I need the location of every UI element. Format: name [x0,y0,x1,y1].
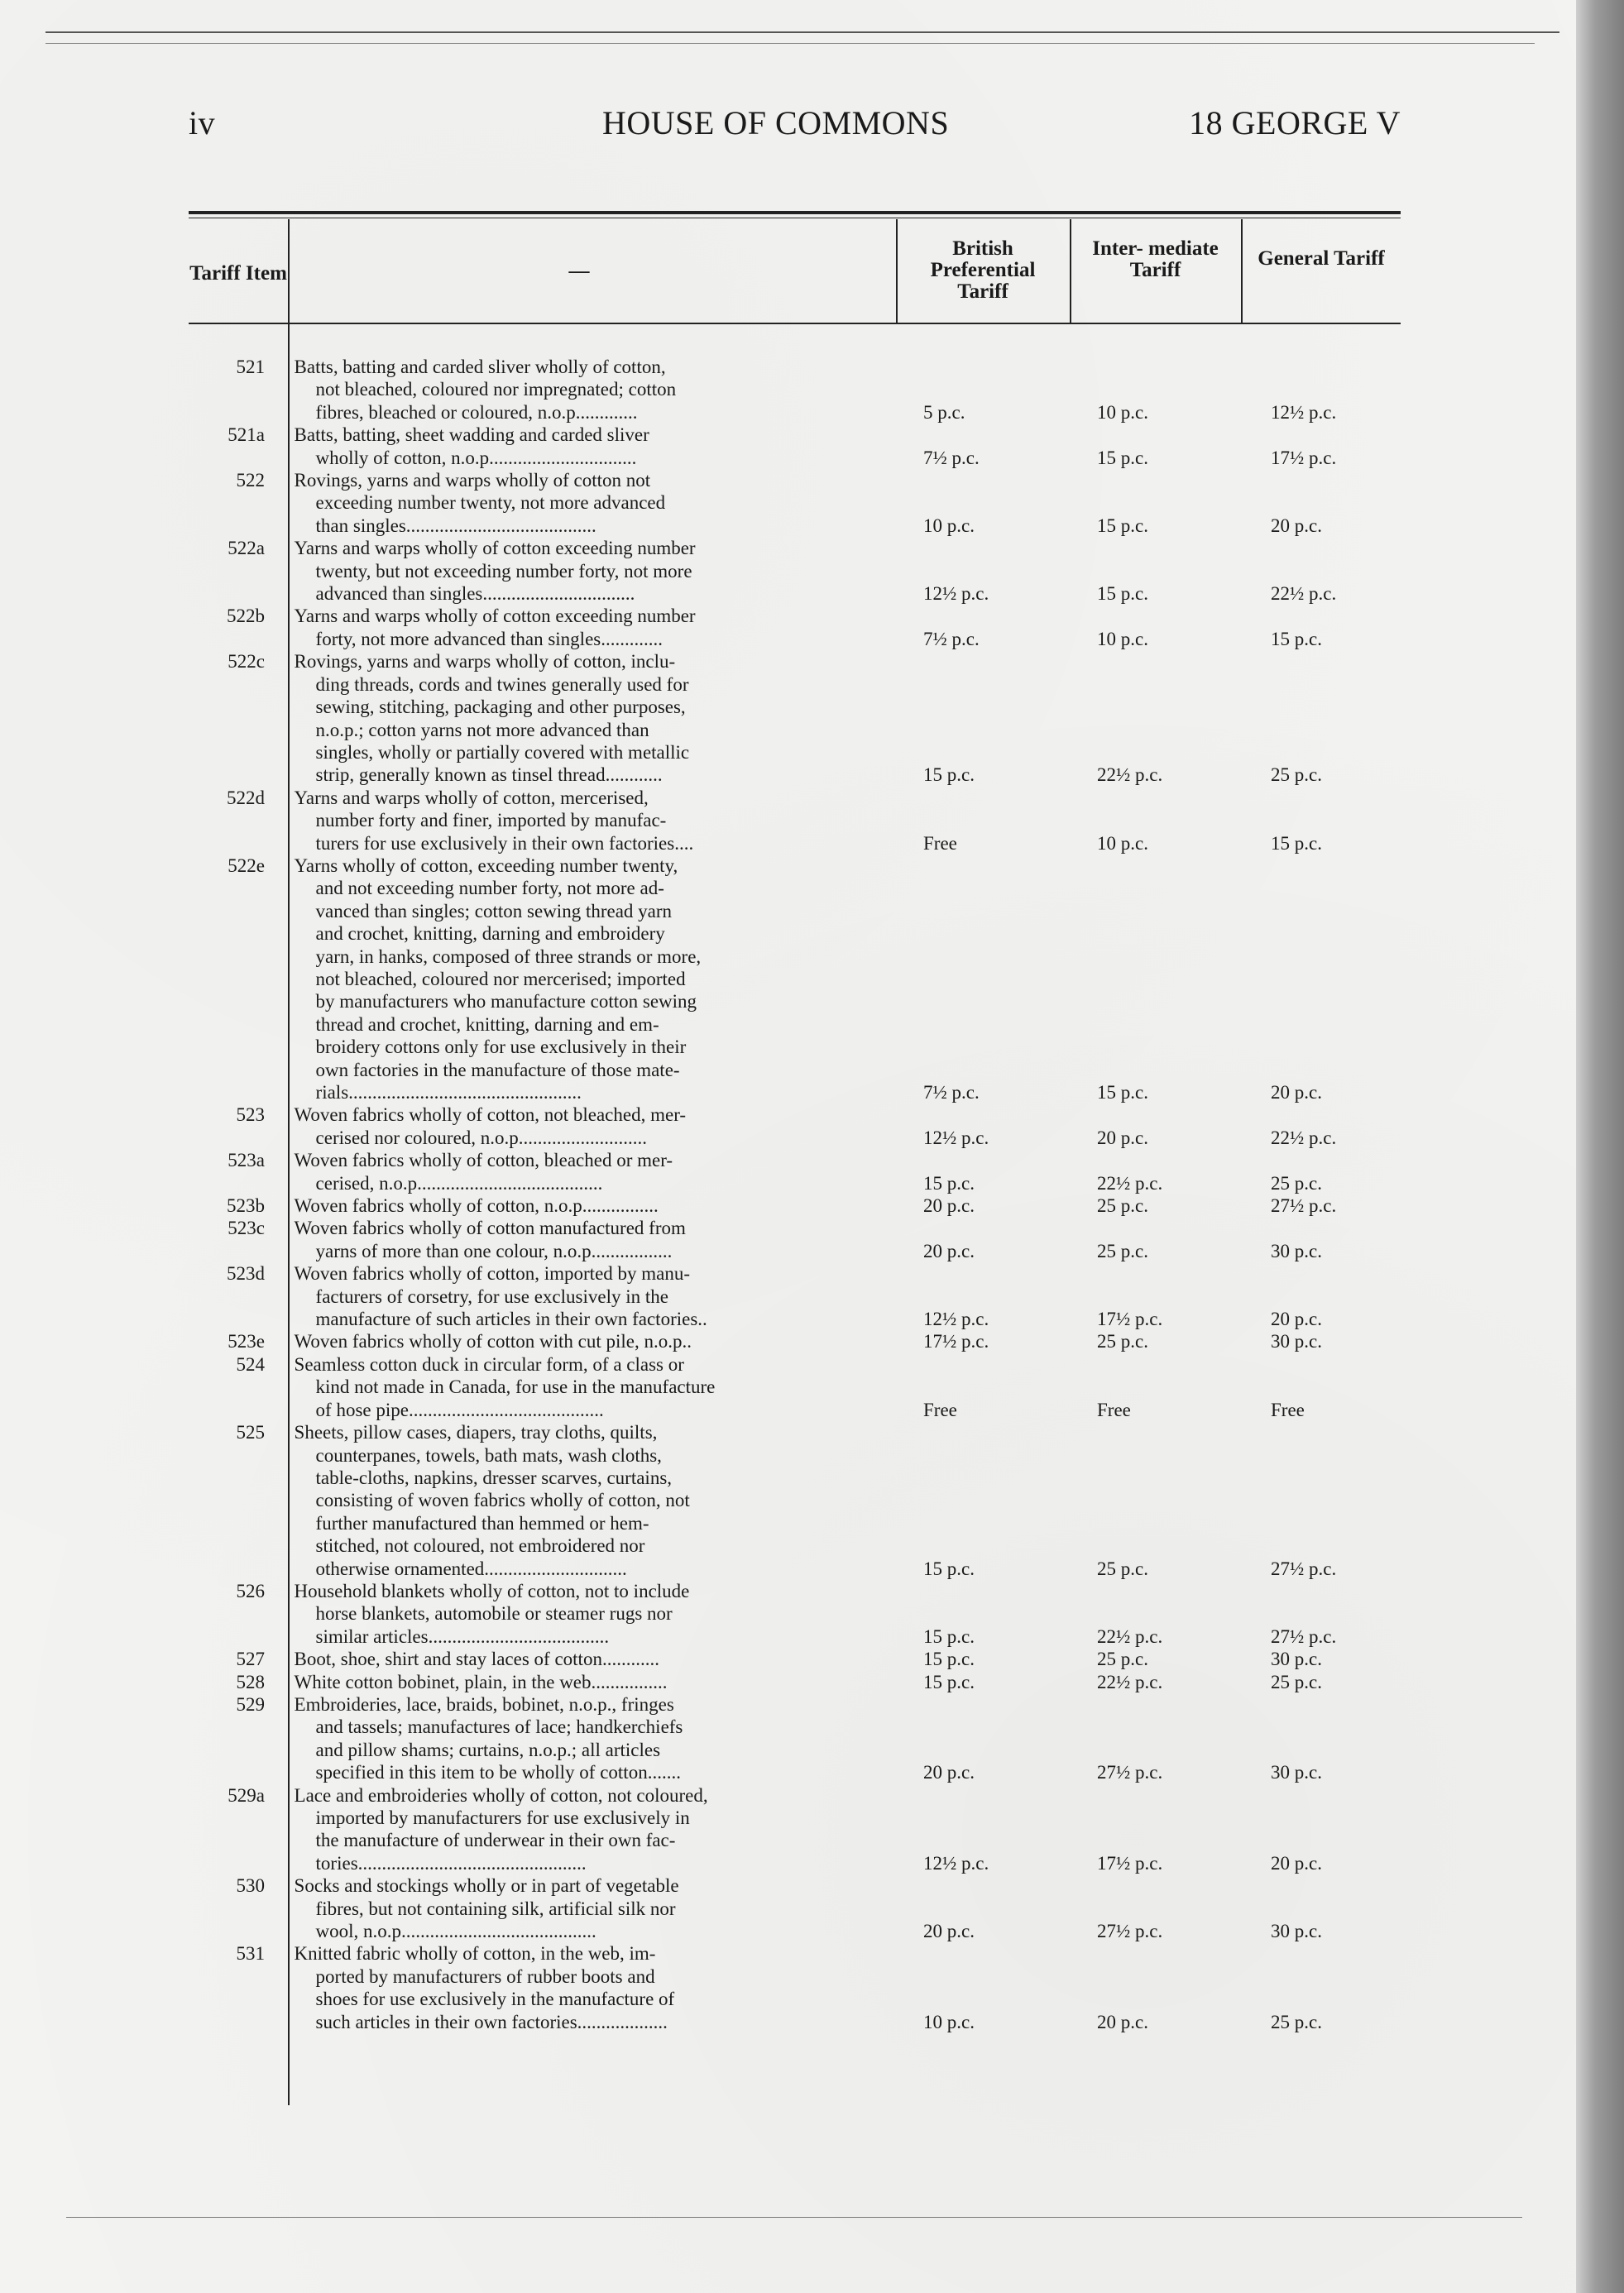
tariff-item-number: 523a [228,1150,265,1171]
tariff-item-number: 528 [236,1671,265,1692]
description-line: Batts, batting and carded sliver wholly of cotton, [294,357,666,377]
tariff-item-number: 522c [228,651,265,673]
british-preferential-rate: 17½ p.c. [923,1331,989,1352]
description-line: not bleached, coloured nor mercerised; imported [315,968,686,989]
general-rate: 25 p.c. [1271,764,1322,786]
tariff-description [295,1330,787,1352]
description-line: imported by manufacturers for use exclusively in [315,1807,690,1828]
table-row [189,1103,1401,1149]
tariff-description [295,605,787,650]
intermediate-rate: 22½ p.c. [1097,1625,1163,1647]
tariff-description [295,1671,787,1693]
intermediate-rate: 10 p.c. [1097,401,1148,423]
british-preferential-rate: 20 p.c. [923,1240,975,1261]
description-line: advanced than singles................................ [315,583,635,605]
british-preferential-rate: Free [923,1399,957,1420]
table-row [189,1421,1401,1580]
description-line: fibres, but not containing silk, artificial silk nor [315,1898,676,1919]
tariff-table-body [189,356,1401,2033]
description-line: yarn, in hanks, composed of three strands or more, [315,945,702,967]
general-rate: 20 p.c. [1271,515,1322,536]
intermediate-rate: 15 p.c. [1097,515,1148,536]
description-line: such articles in their own factories................... [315,2011,668,2032]
description-line: Household blankets wholly of cotton, not to include [294,1580,690,1601]
description-line: exceeding number twenty, not more advanced [315,492,666,514]
british-preferential-rate: 12½ p.c. [923,1852,989,1874]
general-rate: 20 p.c. [1271,1852,1322,1874]
description-line: yarns of more than one colour, n.o.p................. [315,1240,673,1261]
description-line: Rovings, yarns and warps wholly of cotton not [294,470,651,491]
tariff-item-number: 522 [236,470,265,491]
british-preferential-rate: 7½ p.c. [923,1082,980,1103]
column-header-general: General Tariff [1258,247,1385,270]
column-header-tariff-item: Tariff Item [189,262,287,285]
british-preferential-rate: 15 p.c. [923,1625,975,1647]
tariff-item-number: 522e [228,854,265,876]
description-line: thread and crochet, knitting, darning and em- [315,1013,659,1035]
tariff-item-number: 526 [236,1580,265,1601]
description-line: Woven fabrics wholly of cotton, n.o.p................ [294,1195,659,1217]
description-line: forty, not more advanced than singles............. [315,628,663,649]
tariff-item-number: 531 [236,1943,265,1965]
general-rate: 27½ p.c. [1271,1195,1337,1217]
table-row [189,854,1401,1103]
description-line: turers for use exclusively in their own factories.... [315,832,694,854]
british-preferential-rate: 15 p.c. [923,1649,975,1670]
table-row [189,1330,1401,1352]
description-line: ported by manufacturers of rubber boots and [315,1965,655,1987]
tariff-item-number: 530 [236,1875,265,1897]
description-line: Woven fabrics wholly of cotton, not bleached, mer- [294,1104,687,1126]
description-line: consisting of woven fabrics wholly of cotton, not [315,1490,690,1511]
tariff-description [295,1874,787,1942]
tariff-description [295,1580,787,1648]
table-row [189,1648,1401,1670]
description-line: Woven fabrics wholly of cotton, imported by manu- [294,1263,691,1285]
intermediate-rate: 22½ p.c. [1097,1172,1163,1194]
tariff-description [295,854,787,1103]
description-line: number forty and finer, imported by manufac- [315,810,667,831]
description-line: table-cloths, napkins, dresser scarves, curtains, [315,1467,673,1488]
british-preferential-rate: 20 p.c. [923,1195,975,1217]
general-rate: 30 p.c. [1271,1762,1322,1783]
table-row [189,1194,1401,1217]
british-preferential-rate: 7½ p.c. [923,447,980,468]
description-line: shoes for use exclusively in the manufacture of [315,1989,675,2010]
description-line: singles, wholly or partially covered with metallic [315,741,690,763]
description-line: and tassels; manufactures of lace; handkerchiefs [315,1716,683,1738]
intermediate-rate: 10 p.c. [1097,832,1148,854]
table-row [189,1217,1401,1262]
description-line: rials................................................. [315,1082,582,1103]
british-preferential-rate: 15 p.c. [923,1558,975,1579]
tariff-item-number: 523e [228,1331,265,1352]
description-line: Seamless cotton duck in circular form, of a class or [294,1353,684,1375]
intermediate-rate: 25 p.c. [1097,1331,1148,1352]
general-rate: 20 p.c. [1271,1082,1322,1103]
tariff-description [295,1421,787,1580]
description-line: fibres, bleached or coloured, n.o.p............. [315,401,638,423]
tariff-description [295,469,787,537]
page-edge-shadow [1576,0,1624,2293]
tariff-item-number: 523d [227,1263,265,1285]
table-row [189,356,1401,424]
tariff-description [295,537,787,605]
british-preferential-rate: 12½ p.c. [923,583,989,605]
british-preferential-rate: 12½ p.c. [923,1309,989,1330]
description-line: Yarns and warps wholly of cotton exceeding number [294,606,696,627]
page-number: iv [189,104,216,141]
top-rule-secondary [46,43,1535,44]
description-line: Rovings, yarns and warps wholly of cotton, inclu- [294,651,676,673]
description-line: specified in this item to be wholly of cotton....... [315,1762,681,1783]
table-row [189,1580,1401,1648]
intermediate-rate: 27½ p.c. [1097,1921,1163,1942]
description-line: ding threads, cords and twines generally used for [315,673,689,695]
description-line: vanced than singles; cotton sewing thread yarn [315,900,673,922]
description-line: counterpanes, towels, bath mats, wash cloths, [315,1444,662,1466]
description-line: tories................................................ [315,1852,587,1874]
british-preferential-rate: 10 p.c. [923,2011,975,2032]
general-rate: 15 p.c. [1271,832,1322,854]
description-line: n.o.p.; cotton yarns not more advanced than [315,719,649,740]
general-rate: 15 p.c. [1271,628,1322,649]
tariff-item-number: 525 [236,1422,265,1443]
intermediate-rate: 25 p.c. [1097,1195,1148,1217]
intermediate-rate: 15 p.c. [1097,447,1148,468]
table-row [189,605,1401,650]
table-top-rule [189,211,1401,214]
tariff-item-number: 521a [228,424,265,446]
table-row [189,1262,1401,1330]
description-line: facturers of corsetry, for use exclusively in the [315,1285,668,1307]
description-line: Yarns wholly of cotton, exceeding number twenty, [294,854,678,876]
intermediate-rate: 15 p.c. [1097,583,1148,605]
general-rate: 12½ p.c. [1271,401,1337,423]
intermediate-rate: 15 p.c. [1097,1082,1148,1103]
description-line: own factories in the manufacture of those mate- [315,1059,680,1080]
british-preferential-rate: 5 p.c. [923,401,965,423]
british-preferential-rate: 12½ p.c. [923,1127,989,1148]
table-row [189,1671,1401,1693]
tariff-item-number: 524 [236,1353,265,1375]
british-preferential-rate: 20 p.c. [923,1921,975,1942]
intermediate-rate: 17½ p.c. [1097,1309,1163,1330]
description-line: horse blankets, automobile or steamer rugs nor [315,1603,673,1625]
description-line: Knitted fabric wholly of cotton, in the web, im- [294,1943,656,1965]
british-preferential-rate: 15 p.c. [923,764,975,786]
tariff-description [295,1693,787,1784]
british-preferential-rate: 10 p.c. [923,515,975,536]
intermediate-rate: 22½ p.c. [1097,1671,1163,1692]
tariff-item-number: 522d [227,787,265,808]
tariff-description [295,1942,787,2033]
intermediate-rate: 20 p.c. [1097,2011,1148,2032]
tariff-item-number: 521 [236,357,265,377]
page-title: HOUSE OF COMMONS [602,104,950,141]
table-row [189,1784,1401,1875]
tariff-description [295,787,787,854]
column-header-british-preferential: British Preferential Tariff [930,237,1036,303]
tariff-item-number: 523 [236,1104,265,1126]
table-row [189,1149,1401,1194]
description-line: cerised, n.o.p....................................... [315,1172,603,1194]
intermediate-rate: 10 p.c. [1097,628,1148,649]
description-line: stitched, not coloured, not embroidered nor [315,1535,645,1557]
description-line: of hose pipe......................................... [315,1399,604,1420]
description-line: strip, generally known as tinsel thread............ [315,764,663,786]
tariff-item-number: 522a [228,538,265,559]
british-preferential-rate: 20 p.c. [923,1762,975,1783]
column-header-intermediate: Inter- mediate Tariff [1092,237,1219,281]
tariff-item-number: 529a [228,1784,265,1806]
description-line: Boot, shoe, shirt and stay laces of cotton............ [294,1649,659,1670]
description-line: Woven fabrics wholly of cotton, bleached or mer- [294,1150,673,1171]
description-line: broidery cottons only for use exclusively in their [315,1036,687,1058]
tariff-description [295,1648,787,1670]
description-line: and crochet, knitting, darning and embroidery [315,923,665,945]
general-rate: 25 p.c. [1271,2011,1322,2032]
general-rate: 22½ p.c. [1271,583,1337,605]
description-line: Yarns and warps wholly of cotton, mercerised, [294,787,649,808]
description-line: Socks and stockings wholly or in part of vegetable [294,1875,679,1897]
intermediate-rate: Free [1097,1399,1131,1420]
intermediate-rate: 22½ p.c. [1097,764,1163,786]
description-line: similar articles...................................... [315,1625,610,1647]
description-line: by manufacturers who manufacture cotton sewing [315,991,697,1012]
intermediate-rate: 20 p.c. [1097,1127,1148,1148]
intermediate-rate: 25 p.c. [1097,1649,1148,1670]
description-line: and not exceeding number forty, not more ad- [315,878,664,899]
description-line: Lace and embroideries wholly of cotton, not coloured, [294,1784,708,1806]
description-line: Woven fabrics wholly of cotton manufactured from [294,1218,686,1239]
description-line: not bleached, coloured nor impregnated; cotton [315,379,677,400]
header-bottom-rule [189,323,1401,324]
description-line: cerised nor coloured, n.o.p........................... [315,1127,648,1148]
table-row [189,1693,1401,1784]
description-line: White cotton bobinet, plain, in the web................ [294,1671,668,1692]
tariff-description [295,1353,787,1421]
description-line: than singles........................................ [315,515,596,536]
tariff-description [295,1149,787,1194]
description-line: Woven fabrics wholly of cotton with cut pile, n.o.p.. [294,1331,692,1352]
table-row [189,787,1401,854]
general-rate: 25 p.c. [1271,1172,1322,1194]
description-line: further manufactured than hemmed or hem- [315,1512,649,1534]
tariff-item-number: 522b [227,606,265,627]
description-line: sewing, stitching, packaging and other purposes, [315,697,686,718]
tariff-description [295,424,787,469]
british-preferential-rate: Free [923,832,957,854]
table-row [189,424,1401,469]
tariff-description [295,1784,787,1875]
intermediate-rate: 27½ p.c. [1097,1762,1163,1783]
tariff-item-number: 523c [228,1218,265,1239]
tariff-item-number: 527 [236,1649,265,1670]
general-rate: 30 p.c. [1271,1649,1322,1670]
description-line: twenty, but not exceeding number forty, not more [315,560,692,582]
general-rate: 22½ p.c. [1271,1127,1337,1148]
description-line: Yarns and warps wholly of cotton exceeding number [294,538,696,559]
general-rate: 17½ p.c. [1271,447,1337,468]
general-rate: 25 p.c. [1271,1671,1322,1692]
general-rate: 30 p.c. [1271,1331,1322,1352]
table-row [189,1874,1401,1942]
description-line: otherwise ornamented.............................. [315,1558,627,1579]
tariff-item-number: 529 [236,1693,265,1715]
general-rate: 20 p.c. [1271,1309,1322,1330]
description-line: Batts, batting, sheet wadding and carded sliver [294,424,649,446]
description-line: and pillow shams; curtains, n.o.p.; all articles [315,1739,661,1760]
table-row [189,1942,1401,2033]
tariff-description [295,1194,787,1217]
tariff-description [295,650,787,786]
british-preferential-rate: 15 p.c. [923,1172,975,1194]
page-header [189,103,1401,153]
british-preferential-rate: 7½ p.c. [923,628,980,649]
bottom-rule [66,2217,1522,2218]
table-row [189,537,1401,605]
tariff-item-number: 523b [227,1195,265,1217]
description-line: Sheets, pillow cases, diapers, tray cloths, quilts, [294,1422,658,1443]
general-rate: 27½ p.c. [1271,1558,1337,1579]
tariff-description [295,1217,787,1262]
general-rate: 30 p.c. [1271,1240,1322,1261]
intermediate-rate: 25 p.c. [1097,1558,1148,1579]
tariff-description [295,356,787,424]
table-row [189,469,1401,537]
description-line: Embroideries, lace, braids, bobinet, n.o.p., fringes [294,1693,674,1715]
description-line: wool, n.o.p......................................... [315,1921,596,1942]
intermediate-rate: 25 p.c. [1097,1240,1148,1261]
general-rate: 27½ p.c. [1271,1625,1337,1647]
british-preferential-rate: 15 p.c. [923,1671,975,1692]
general-rate: Free [1271,1399,1305,1420]
top-rule [46,31,1559,33]
tariff-description [295,1262,787,1330]
description-line: manufacture of such articles in their own factories.. [315,1309,707,1330]
column-header-description: — [568,260,590,282]
regnal-year: 18 GEORGE V [1189,104,1401,141]
table-row [189,1353,1401,1421]
column-divider-intermediate [1241,219,1243,323]
description-line: wholly of cotton, n.o.p............................... [315,447,637,468]
description-line: kind not made in Canada, for use in the manufacture [315,1376,716,1398]
intermediate-rate: 17½ p.c. [1097,1852,1163,1874]
description-line: the manufacture of underwear in their own fac- [315,1830,676,1851]
table-row [189,650,1401,786]
general-rate: 30 p.c. [1271,1921,1322,1942]
tariff-description [295,1103,787,1149]
